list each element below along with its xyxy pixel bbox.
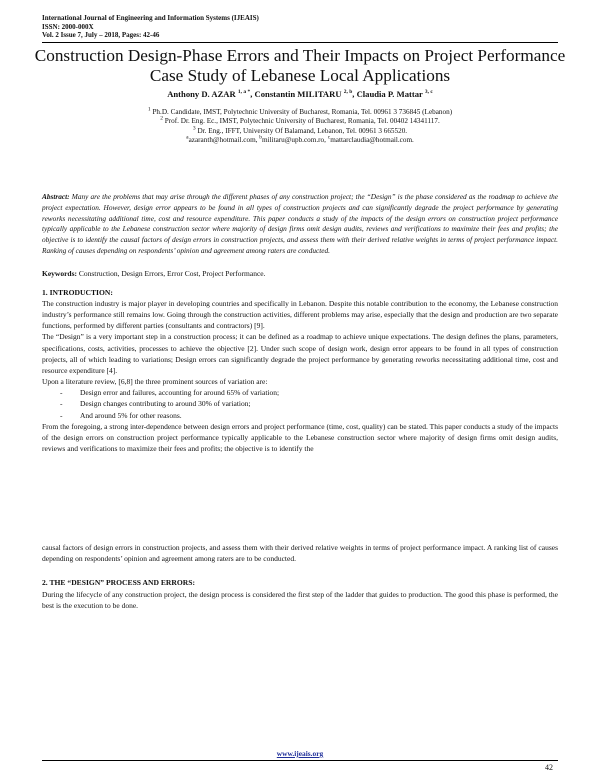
author-name: Constantin MILITARU — [254, 89, 342, 99]
keywords-label: Keywords: — [42, 269, 77, 278]
journal-volume: Vol. 2 Issue 7, July – 2018, Pages: 42-46 — [42, 31, 160, 39]
paragraph: Upon a literature review, [6,8] the three prominent sources of variation are: — [42, 377, 268, 387]
list-item: - Design changes contributing to around 30% of variation; — [60, 399, 251, 409]
paragraph: From the foregoing, a strong inter-dependence between design errors and project performance (time, cost, quality) can be stated. This paper conducts a study of the impacts of the design errors on construction project performance typically applicable to the Lebanese construction sector where majority of design firms omit design audits, reviews and verifications to maximize their fees and profits; the objective is to identify the — [42, 421, 558, 454]
section-1-body — [42, 298, 558, 454]
paper-title: Construction Design-Phase Errors and Their Impacts on Project Performance Case Study of Lebanese Local Applications — [34, 46, 566, 85]
author-name: Claudia P. Mattar — [356, 89, 423, 99]
abstract-label: Abstract: — [42, 192, 70, 201]
email-link[interactable]: azaranth@hotmail.com — [188, 136, 256, 145]
journal-website-link[interactable]: www.ijeais.org — [276, 749, 324, 758]
author-line: Anthony D. AZAR $^{1, a *}$, Constantin MILITARU $^{2, b}$, Claudia P. Mattar $^{3, c}$ — [167, 89, 433, 99]
footer-divider — [42, 760, 558, 761]
journal-header — [42, 14, 259, 40]
affiliations — [30, 108, 570, 146]
paragraph: The “Design” is a very important step in a construction process; it can be defined as a roadmap to achieve unique expectations. The design defines the plans, parameters, specifications, costs, activities, processes to achieve the objective [2]. Under such scope of design work, design error appears to be found in all types of construction projects, all of which leading to variations; Design errors can significantly degrade the project performance by generating reworks necessitating additional time, cost and resource expenditure [4]. — [42, 332, 558, 375]
affiliation-3: $^3$ Dr. Eng., IFFT, University Of Balamand, Lebanon, Tel. 00961 3 665520. — [192, 125, 408, 135]
header-divider — [42, 42, 558, 43]
affiliation-2: $^2$ Prof. Dr. Eng. Ec., IMST, Polytechnic University of Bucharest, Romania, Tel. 00402 14341117. — [160, 116, 440, 126]
section-1-continued — [42, 542, 558, 564]
paragraph: The construction industry is major player in developing countries and specifically in Lebanon. Despite this notable contribution to the economy, the Lebanese construction industry’s performance still remains low. Going through the construction activities, different problems may arise, especially that the design and production are two separate functions, performed by different parties (consultants and contractors) [9]. — [42, 299, 558, 331]
paragraph: During the lifecycle of any construction project, the design process is considered the first step of the ladder that guides to production. The good this phase is performed, the best is the execution to be done. — [42, 590, 558, 611]
affiliation-1: $^1$ Ph.D. Candidate, IMST, Polytechnic University of Bucharest, Romania, Tel. 00961 3 736845 (Lebanon) — [147, 106, 453, 116]
paragraph: causal factors of design errors in construction projects, and assess them with their derived relative weights in terms of project performance impact. A ranking list of causes depending on respondents’ opinion and agreement among raters are to be conducted. — [42, 543, 558, 564]
author-sup: 3, c — [424, 89, 433, 96]
section-1-heading: 1. INTRODUCTION: — [42, 288, 113, 297]
keywords — [42, 269, 558, 278]
list-item: - And around 5% for other reasons. — [60, 410, 182, 420]
list-item: - Design error and failures, accounting for around 65% of variation; — [60, 388, 280, 398]
author-sup: 1, a * — [237, 89, 251, 96]
page-number: 42 — [545, 763, 553, 772]
keywords-text: Construction, Design Errors, Error Cost, Project Performance. — [78, 269, 266, 278]
section-2-body — [42, 589, 558, 611]
author-name: Anthony D. AZAR — [167, 89, 236, 99]
author-sup: 2, b — [343, 89, 353, 96]
journal-name: International Journal of Engineering and Information Systems (IJEAIS) — [42, 14, 259, 22]
abstract-text: Many are the problems that may arise through the different phases of any construction project; the “Design” is the phase considered as the roadmap to achieve the project expectation. However, design error appears to be found in all types of construction projects and can significantly degrade the project performance by generating reworks necessitating additional time, cost and resource expenditure. This paper conducts a study of the impacts of the design errors on construction project performance typically applicable to the Lebanese construction sector where majority of design firms omit design audits, reviews and verifications to maximize their fees and profits; the objective is to identify the causal factors of design errors in construction projects, and assess them with their derived relative weights in terms of project performance impact. Ranking of causes depending on respondents’ opinion and agreement among raters are conducted. — [42, 192, 559, 255]
abstract — [42, 192, 558, 257]
email-line: $^a$azaranth@hotmail.com, $^b$militaru@upb.com.ro, $^c$mattarclaudia@hotmail.com. — [186, 134, 414, 145]
email-link[interactable]: mattarclaudia@hotmail.com. — [330, 136, 414, 145]
journal-issn: ISSN: 2000-000X — [42, 22, 94, 31]
section-2-heading: 2. THE “DESIGN” PROCESS AND ERRORS: — [42, 578, 196, 587]
email-link[interactable]: militaru@upb.com.ro — [262, 136, 325, 145]
